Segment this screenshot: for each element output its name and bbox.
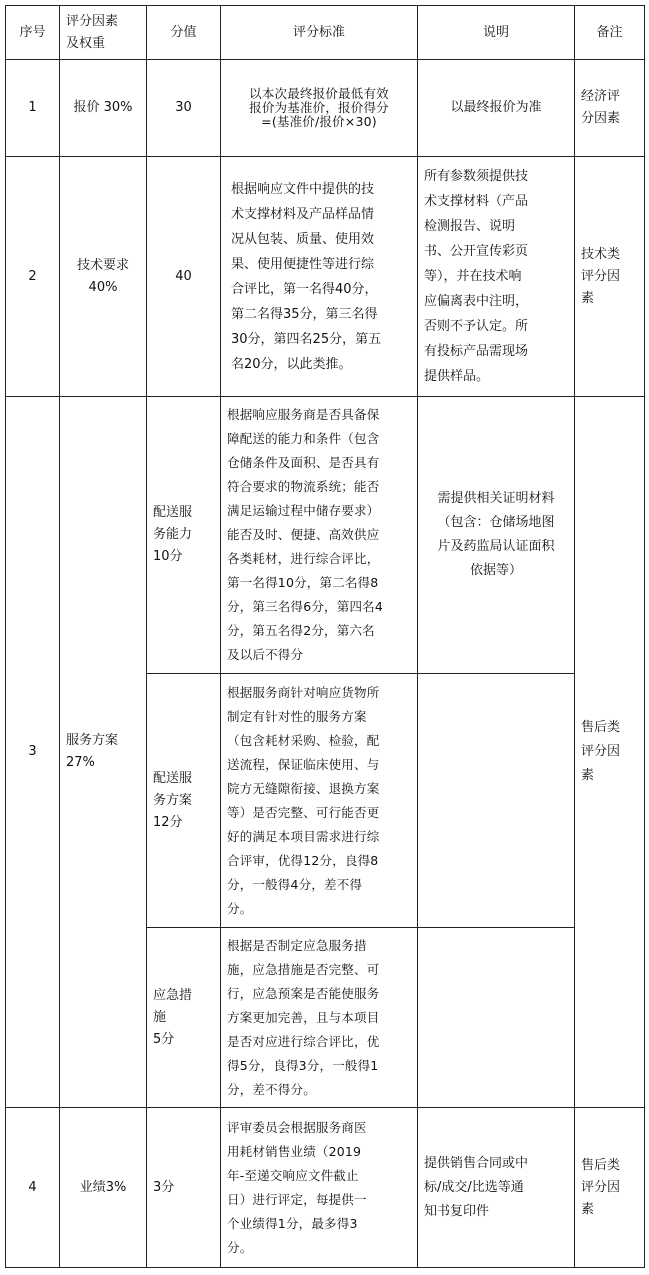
header-criteria: 评分标准 — [221, 6, 418, 60]
row-no: 1 — [6, 60, 60, 157]
header-no: 序号 — [6, 6, 60, 60]
row-no: 2 — [6, 157, 60, 397]
row-criteria: 根据是否制定应急服务措 施，应急措施是否完整、可 行，应急预案是否能使服务 方案更加完善，且与本项目 是否对应进行综合评比，优 得5分，良得3分，一般得1 分，差不得分。 — [221, 928, 418, 1108]
row-note: 需提供相关证明材料 （包含：仓储场地图 片及药监局认证面积 依据等） — [418, 397, 575, 674]
row-score: 应急措 施 5分 — [147, 928, 221, 1108]
row-note — [418, 928, 575, 1108]
table-row — [6, 157, 645, 397]
row-score: 配送服 务能力 10分 — [147, 397, 221, 674]
row-score: 40 — [147, 157, 221, 397]
row-criteria: 根据服务商针对响应货物所 制定有针对性的服务方案 （包含耗材采购、检验，配 送流程，保证临床使用、与 院方无缝隙衔接、退换方案 等）是否完整、可行能否更 好的满足本项目需求进行综 合评审，优得12分，良得8 分，一般得4分，差不得 分。 — [221, 674, 418, 928]
row-criteria: 以本次最终报价最低有效 报价为基准价，报价得分 =(基准价/报价×30) — [221, 60, 418, 157]
row-factor: 报价 30% — [60, 60, 147, 157]
row-remark: 售后类 评分因 素 — [575, 1108, 645, 1268]
row-score: 3分 — [147, 1108, 221, 1268]
header-note: 说明 — [418, 6, 575, 60]
header-score: 分值 — [147, 6, 221, 60]
row-remark: 经济评 分因素 — [575, 60, 645, 157]
header-factor: 评分因素 及权重 — [60, 6, 147, 60]
row-remark: 技术类 评分因 素 — [575, 157, 645, 397]
header-remark: 备注 — [575, 6, 645, 60]
row-factor: 业绩3% — [60, 1108, 147, 1268]
row-note — [418, 674, 575, 928]
row-criteria: 根据响应文件中提供的技 术支撑材料及产品样品情 况从包装、质量、使用效 果、使用便捷性等进行综 合评比，第一名得40分， 第二名得35分，第三名得 30分，第四名25分，第五 名20分，以此类推。 — [221, 157, 418, 397]
row-no: 3 — [6, 397, 60, 1108]
table-row — [6, 1108, 645, 1268]
row-criteria: 评审委员会根据服务商医 用耗材销售业绩（2019 年-至递交响应文件截止 日）进行评定，每提供一 个业绩得1分，最多得3 分。 — [221, 1108, 418, 1268]
row-score: 30 — [147, 60, 221, 157]
row-no: 4 — [6, 1108, 60, 1268]
row-note: 所有参数须提供技 术支撑材料（产品 检测报告、说明 书、公开宣传彩页 等），并在技术响 应偏离表中注明， 否则不予认定。所 有投标产品需现场 提供样品。 — [418, 157, 575, 397]
row-factor: 服务方案 27% — [60, 397, 147, 1108]
table-row — [6, 60, 645, 157]
header-row — [6, 6, 645, 60]
row-criteria: 根据响应服务商是否具备保 障配送的能力和条件（包含 仓储条件及面积、是否具有 符合要求的物流系统；能否 满足运输过程中储存要求） 能否及时、便捷、高效供应 各类耗材，进行综合评比， 第一名得10分，第二名得8 分，第三名得6分，第四名4 分，第五名得2分，第六名 及以后不得分 — [221, 397, 418, 674]
row-note: 提供销售合同或中 标/成交/比选等通 知书复印件 — [418, 1108, 575, 1268]
table-row — [6, 397, 645, 674]
row-note: 以最终报价为准 — [418, 60, 575, 157]
row-remark: 售后类 评分因 素 — [575, 397, 645, 1108]
row-score: 配送服 务方案 12分 — [147, 674, 221, 928]
scoring-table — [5, 5, 645, 1268]
row-factor: 技术要求 40% — [60, 157, 147, 397]
